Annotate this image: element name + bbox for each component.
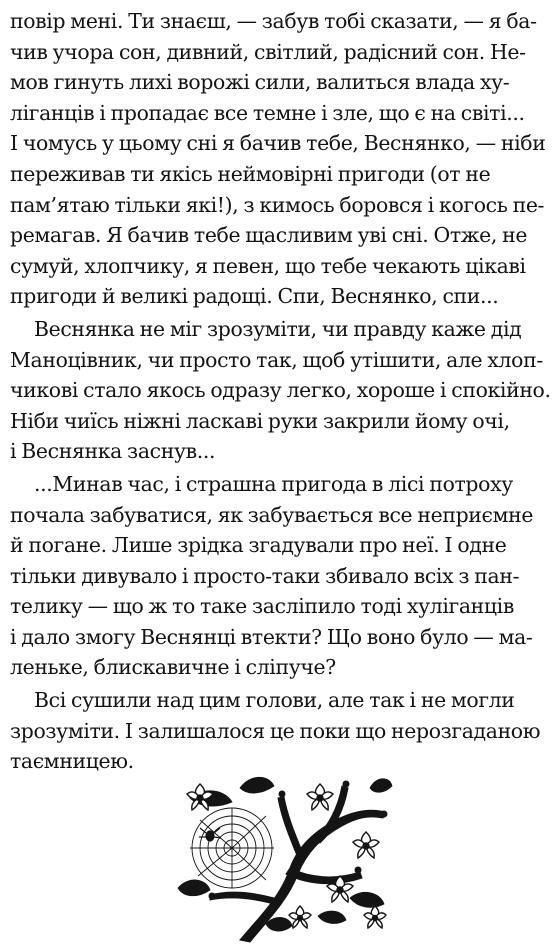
paragraph-1	[10, 6, 546, 312]
text-line: чикові стало якось одразу легко, хороше і спокійно.	[10, 378, 551, 403]
text-line: ліганців і пропадає все темне і зле, що є на світі...	[10, 100, 525, 125]
text-line: чив учора сон, дивний, світлий, радісний сон. Не-	[10, 39, 526, 64]
text-line: Ніби чиїсь ніжні ласкаві руки закрили йому очі,	[10, 408, 510, 433]
text-line: тільки дивувало і просто-таки збивало всіх з пан-	[10, 563, 520, 588]
paragraph-2	[10, 314, 551, 467]
text-line: і дало змогу Веснянці втекти? Що воно було — ма-	[10, 624, 533, 649]
spider-icon	[199, 828, 221, 841]
text-line: почала забуватися, як забувається все неприємне	[10, 502, 534, 527]
text-line: мов гинуть лихі ворожі сили, валиться влада ху-	[10, 70, 510, 95]
text-line: зрозуміти. І залишалося це поки що нерозгаданою	[10, 718, 541, 743]
text-line: леньке, блискавичне і сліпуче?	[10, 655, 336, 680]
text-line: таємницею.	[10, 749, 134, 774]
text-line: Маноцівник, чи просто так, щоб утішити, але хлоп-	[10, 347, 543, 372]
text-line: ...Минав час, і страшна пригода в лісі потроху	[34, 471, 513, 496]
text-line: ремагав. Я бачив тебе щасливим уві сні. Отже, не	[10, 223, 528, 248]
text-line: й погане. Лише зрідка згадували про неї. І одне	[10, 533, 507, 558]
text-line: пам’ятаю тільки які!), з кимось боровся і когось пе-	[10, 192, 545, 217]
text-line: І чомусь у цьому сні я бачив тебе, Веснянко, — ніби	[10, 131, 546, 156]
text-line: сумуй, хлопчику, я певен, що тебе чекають цікаві	[10, 253, 526, 278]
text-line: Всі сушили над цим голови, але так і не могли	[34, 688, 515, 713]
tree-branch-with-flowers-and-spiderweb-icon	[170, 768, 395, 943]
text-line: пригоди й великі радощі. Спи, Веснянко, спи...	[10, 284, 499, 309]
paragraph-4	[10, 685, 546, 777]
paragraph-3	[10, 469, 546, 683]
page-text	[10, 6, 551, 777]
text-line: Веснянка не міг зрозуміти, чи правду каже дід	[34, 316, 522, 341]
text-line: телику — що ж то таке засліпило тоді хуліганців	[10, 594, 514, 619]
spiderweb-icon	[190, 808, 274, 888]
text-line: і Веснянка заснув...	[10, 439, 216, 464]
text-line: повір мені. Ти знаєш, — забув тобі сказати, — я ба-	[10, 9, 537, 33]
text-line: переживав ти якісь неймовірні пригоди (от не	[10, 161, 491, 186]
